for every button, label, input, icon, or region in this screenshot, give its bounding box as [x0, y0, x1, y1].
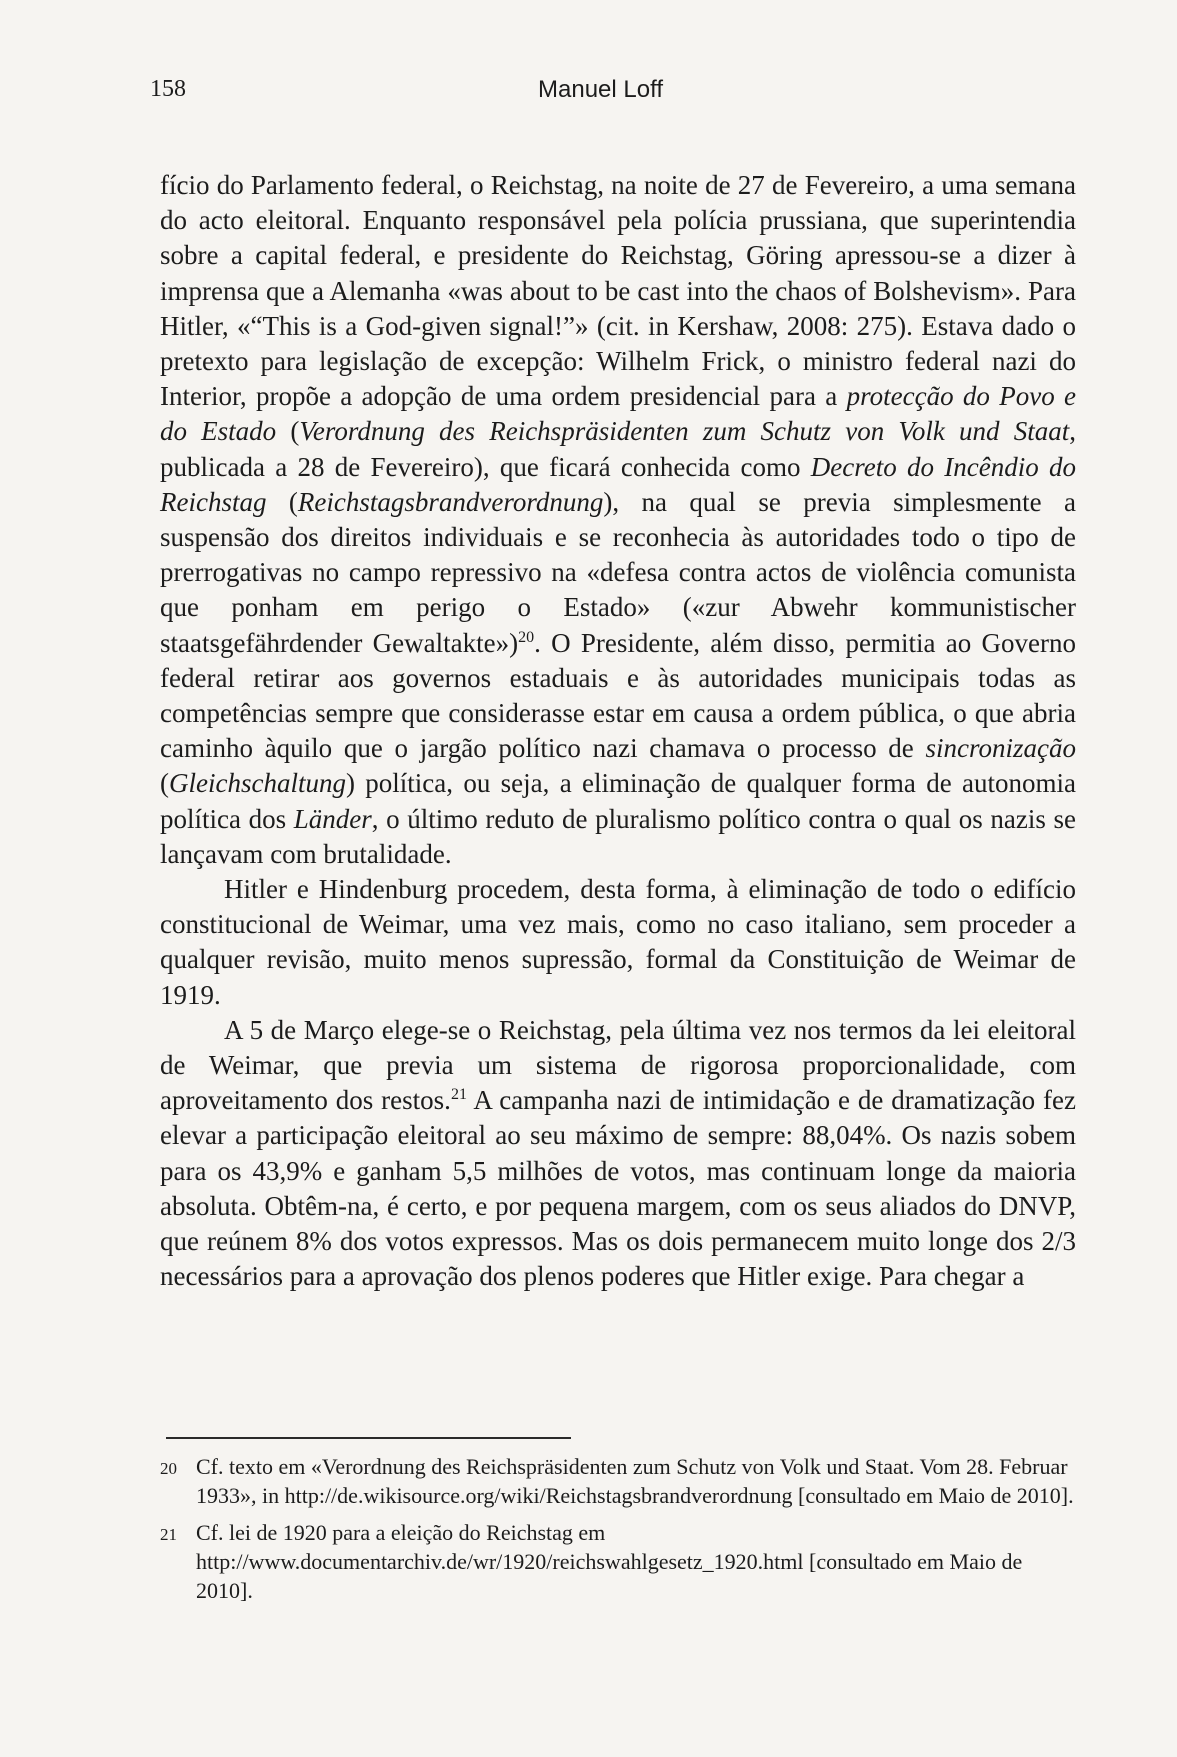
- italic-text: sincronização: [925, 733, 1076, 764]
- text-run: (: [266, 486, 298, 517]
- paragraph: [160, 1013, 1076, 1295]
- italic-text: protecção do Povo e do Estado: [160, 381, 1076, 447]
- footnotes: [160, 1452, 1076, 1613]
- text-run: , publicada a 28 de Fevereiro), que ficará conhecida como: [160, 416, 1076, 482]
- footnote-text: Cf. texto em «Verordnung des Reichspräsidenten zum Schutz von Volk und Staat. Vom 28. Februar 1933», in http://de.wikisource.org/wiki/Reichstagsbrandverordnung [consultado em Maio de 2010].: [196, 1454, 1074, 1508]
- body-text: [160, 168, 1076, 1295]
- text-run: fício do Parlamento federal, o Reichstag, na noite de 27 de Fevereiro, a uma semana do acto eleitoral. Enquanto responsável pela polícia prussiana, que superintendia sobre a capital federal, e presidente do Reichstag, Göring apressou-se a dizer à imprensa que a Alemanha «was about to be cast into the chaos of Bolshevism». Para Hitler, «“This is a God-given signal!”» (cit. in Kershaw, 2008: 275). Estava dado o pretexto para legislação de excepção: Wilhelm Frick, o ministro federal nazi do Interior, propõe a adopção de uma ordem presidencial para a: [160, 170, 1076, 412]
- footnote-reference: 20: [518, 628, 535, 646]
- footnote-item: [160, 1452, 1076, 1510]
- text-run: (: [276, 416, 300, 447]
- italic-text: Decreto do Incêndio do Reichstag: [160, 451, 1076, 517]
- footnote-number: 21: [160, 1525, 177, 1544]
- running-head-author: Manuel Loff: [538, 76, 663, 103]
- italic-text: Reichstagsbrandverordnung: [297, 486, 604, 517]
- page-header: [0, 76, 1177, 116]
- italic-text: Gleichschaltung: [169, 768, 346, 799]
- footnote-item: [160, 1518, 1076, 1605]
- text-run: , o último reduto de pluralismo político contra o qual os nazis se lançavam com brutalidade.: [160, 803, 1076, 869]
- text-run: ) política, ou seja, a eliminação de qualquer forma de autonomia política dos: [160, 768, 1076, 834]
- footnote-separator: [166, 1437, 571, 1439]
- footnote-text: Cf. lei de 1920 para a eleição do Reichstag em http://www.documentarchiv.de/wr/1920/reichswahlgesetz_1920.html [consultado em Maio de 2010].: [196, 1520, 1023, 1603]
- paragraph: [160, 168, 1076, 872]
- footnote-number: 20: [160, 1459, 177, 1478]
- text-run: A campanha nazi de intimidação e de dramatização fez elevar a participação eleitoral ao seu máximo de sempre: 88,04%. Os nazis sobem para os 43,9% e ganham 5,5 milhões de votos, mas continuam longe da maioria absoluta. Obtêm-na, é certo, e por pequena margem, com os seus aliados do DNVP, que reúnem 8% dos votos expressos. Mas os dois permanecem muito longe dos 2/3 necessários para a aprovação dos plenos poderes que Hitler exige. Para chegar a: [160, 1085, 1076, 1292]
- text-run: A 5 de Março elege-se o Reichstag, pela última vez nos termos da lei eleitoral de Weimar, que previa um sistema de rigorosa proporcionalidade, com aproveitamento dos restos.: [160, 1014, 1076, 1116]
- text-run: (: [160, 768, 169, 799]
- text-run: Hitler e Hindenburg procedem, desta forma, à eliminação de todo o edifício constitucional de Weimar, uma vez mais, como no caso italiano, sem proceder a qualquer revisão, muito menos supressão, formal da Constituição de Weimar de 1919.: [160, 874, 1076, 1010]
- footnote-reference: 21: [450, 1086, 467, 1104]
- text-run: . O Presidente, além disso, permitia ao Governo federal retirar aos governos estaduais e às autoridades municipais todas as competências sempre que considerasse estar em causa a ordem pública, o que abria caminho àquilo que o jargão político nazi chamava o processo de: [160, 627, 1076, 764]
- page-number: 158: [150, 76, 186, 102]
- italic-text: Verordnung des Reichspräsidenten zum Schutz von Volk und Staat: [299, 416, 1070, 447]
- text-run: ), na qual se previa simplesmente a suspensão dos direitos individuais e se reconhecia às autoridades todo o tipo de prerrogativas no campo repressivo na «defesa contra actos de violência comunista que ponham em perigo o Estado» («zur Abwehr kommunistischer staatsgefährdender Gewaltakte»): [160, 486, 1076, 658]
- italic-text: Länder: [293, 803, 372, 834]
- paragraph: [160, 872, 1076, 1013]
